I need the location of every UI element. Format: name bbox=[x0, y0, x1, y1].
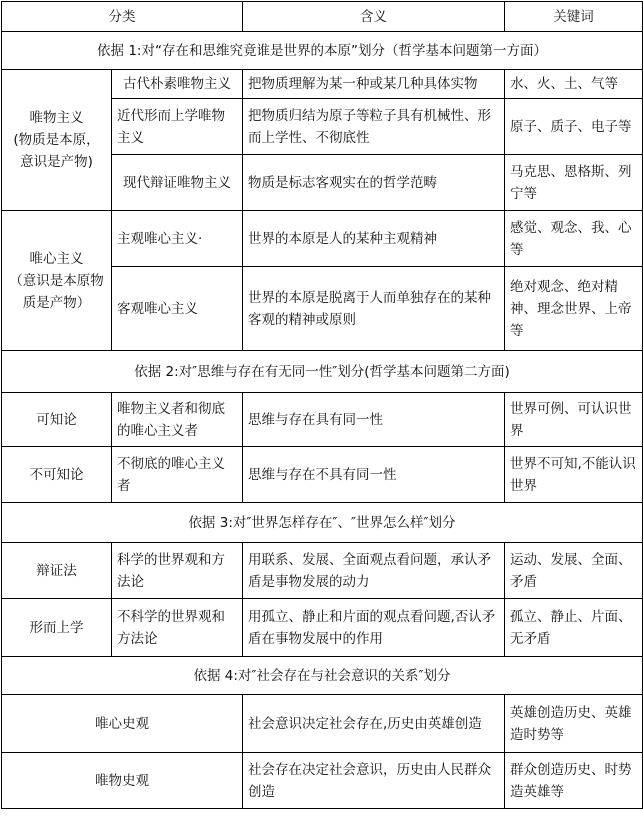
meaning-cell: 世界的本原是人的某种主观精神 bbox=[243, 211, 505, 267]
category-cell: 形而上学 bbox=[2, 599, 112, 657]
table-row bbox=[2, 543, 643, 599]
idealism-name: 唯心主义 bbox=[29, 250, 84, 267]
type-cell: 主观唯心主义· bbox=[112, 211, 243, 267]
meaning-cell: 社会意识决定社会存在,历史由英雄创造 bbox=[243, 695, 505, 753]
basis-1-title: 依据 1:对“存在和思维究竟谁是世界的本原”划分（哲学基本问题第一方面） bbox=[2, 32, 643, 70]
type-cell: 唯物主义者和彻底的唯心主义者 bbox=[112, 393, 243, 447]
meaning-cell: 物质是标志客观实在的哲学范畴 bbox=[243, 155, 505, 211]
category-cell: 可知论 bbox=[2, 393, 112, 447]
table-row bbox=[2, 211, 643, 267]
basis-2-row bbox=[2, 351, 643, 393]
meaning-cell: 用联系、发展、全面观点看问题，承认矛盾是事物发展的动力 bbox=[243, 543, 505, 599]
category-cell: 唯物史观 bbox=[2, 753, 243, 809]
basis-3-row bbox=[2, 503, 643, 543]
category-cell: 辩证法 bbox=[2, 543, 112, 599]
table-row bbox=[2, 695, 643, 753]
keywords-cell: 绝对观念、绝对精神、理念世界、上帝等 bbox=[505, 267, 643, 351]
table-row bbox=[2, 753, 643, 809]
keywords-cell: 孤立、静止、片面、无矛盾 bbox=[505, 599, 643, 657]
meaning-cell: 把物质理解为某一种或某几种具体实物 bbox=[243, 70, 505, 99]
philosophy-classification-table bbox=[1, 1, 643, 809]
meaning-cell: 世界的本原是脱离于人而单独存在的某种客观的精神或原则 bbox=[243, 267, 505, 351]
category-cell: 唯心史观 bbox=[2, 695, 243, 753]
materialism-cell bbox=[2, 70, 112, 211]
type-cell: 不彻底的唯心主义者 bbox=[112, 447, 243, 503]
meaning-cell: 把物质归结为原子等粒子具有机械性、形而上学性、不彻底性 bbox=[243, 99, 505, 155]
type-cell: 科学的世界观和方法论 bbox=[112, 543, 243, 599]
keywords-cell: 世界可例、可认识世界 bbox=[505, 393, 643, 447]
meaning-cell: 用孤立、静止和片面的观点看问题,否认矛盾在事物发展中的作用 bbox=[243, 599, 505, 657]
idealism-note: （意识是本原物质是产物） bbox=[9, 272, 104, 311]
table-row bbox=[2, 599, 643, 657]
idealism-cell bbox=[2, 211, 112, 351]
basis-1-row bbox=[2, 32, 643, 70]
table-row bbox=[2, 70, 643, 99]
basis-2-title: 依据 2:对″思维与存在有无同一性″划分(哲学基本问题第二方面) bbox=[2, 351, 643, 393]
type-cell: 近代形而上学唯物主义 bbox=[112, 99, 243, 155]
keywords-cell: 水、火、土、气等 bbox=[505, 70, 643, 99]
header-meaning: 含义 bbox=[243, 2, 505, 32]
keywords-cell: 原子、质子、电子等 bbox=[505, 99, 643, 155]
meaning-cell: 思维与存在不具有同一性 bbox=[243, 447, 505, 503]
keywords-cell: 世界不可知,不能认识世界 bbox=[505, 447, 643, 503]
type-cell: 古代朴素唯物主义 bbox=[112, 70, 243, 99]
type-cell: 不科学的世界观和方法论 bbox=[112, 599, 243, 657]
keywords-cell: 运动、发展、全面、矛盾 bbox=[505, 543, 643, 599]
keywords-cell: 群众创造历史、时势造英雄等 bbox=[505, 753, 643, 809]
basis-3-title: 依据 3:对″世界怎样存在″、″世界怎么样″划分 bbox=[2, 503, 643, 543]
materialism-note: (物质是本原，意识是产物) bbox=[13, 132, 100, 170]
type-cell: 现代辩证唯物主义 bbox=[112, 155, 243, 211]
type-cell: 客观唯心主义 bbox=[112, 267, 243, 351]
header-category: 分类 bbox=[2, 2, 243, 32]
materialism-name: 唯物主义 bbox=[29, 110, 84, 126]
keywords-cell: 马克思、恩格斯、列宁等 bbox=[505, 155, 643, 211]
category-cell: 不可知论 bbox=[2, 447, 112, 503]
basis-4-row bbox=[2, 657, 643, 695]
header-keywords: 关键词 bbox=[505, 2, 643, 32]
meaning-cell: 思维与存在具有同一性 bbox=[243, 393, 505, 447]
keywords-cell: 英雄创造历史、英雄造时势等 bbox=[505, 695, 643, 753]
basis-4-title: 依据 4:对″社会存在与社会意识的关系″划分 bbox=[2, 657, 643, 695]
header-row bbox=[2, 2, 643, 32]
meaning-cell: 社会存在决定社会意识，历史由人民群众创造 bbox=[243, 753, 505, 809]
table-row bbox=[2, 447, 643, 503]
table-row bbox=[2, 393, 643, 447]
keywords-cell: 感觉、观念、我、心等 bbox=[505, 211, 643, 267]
